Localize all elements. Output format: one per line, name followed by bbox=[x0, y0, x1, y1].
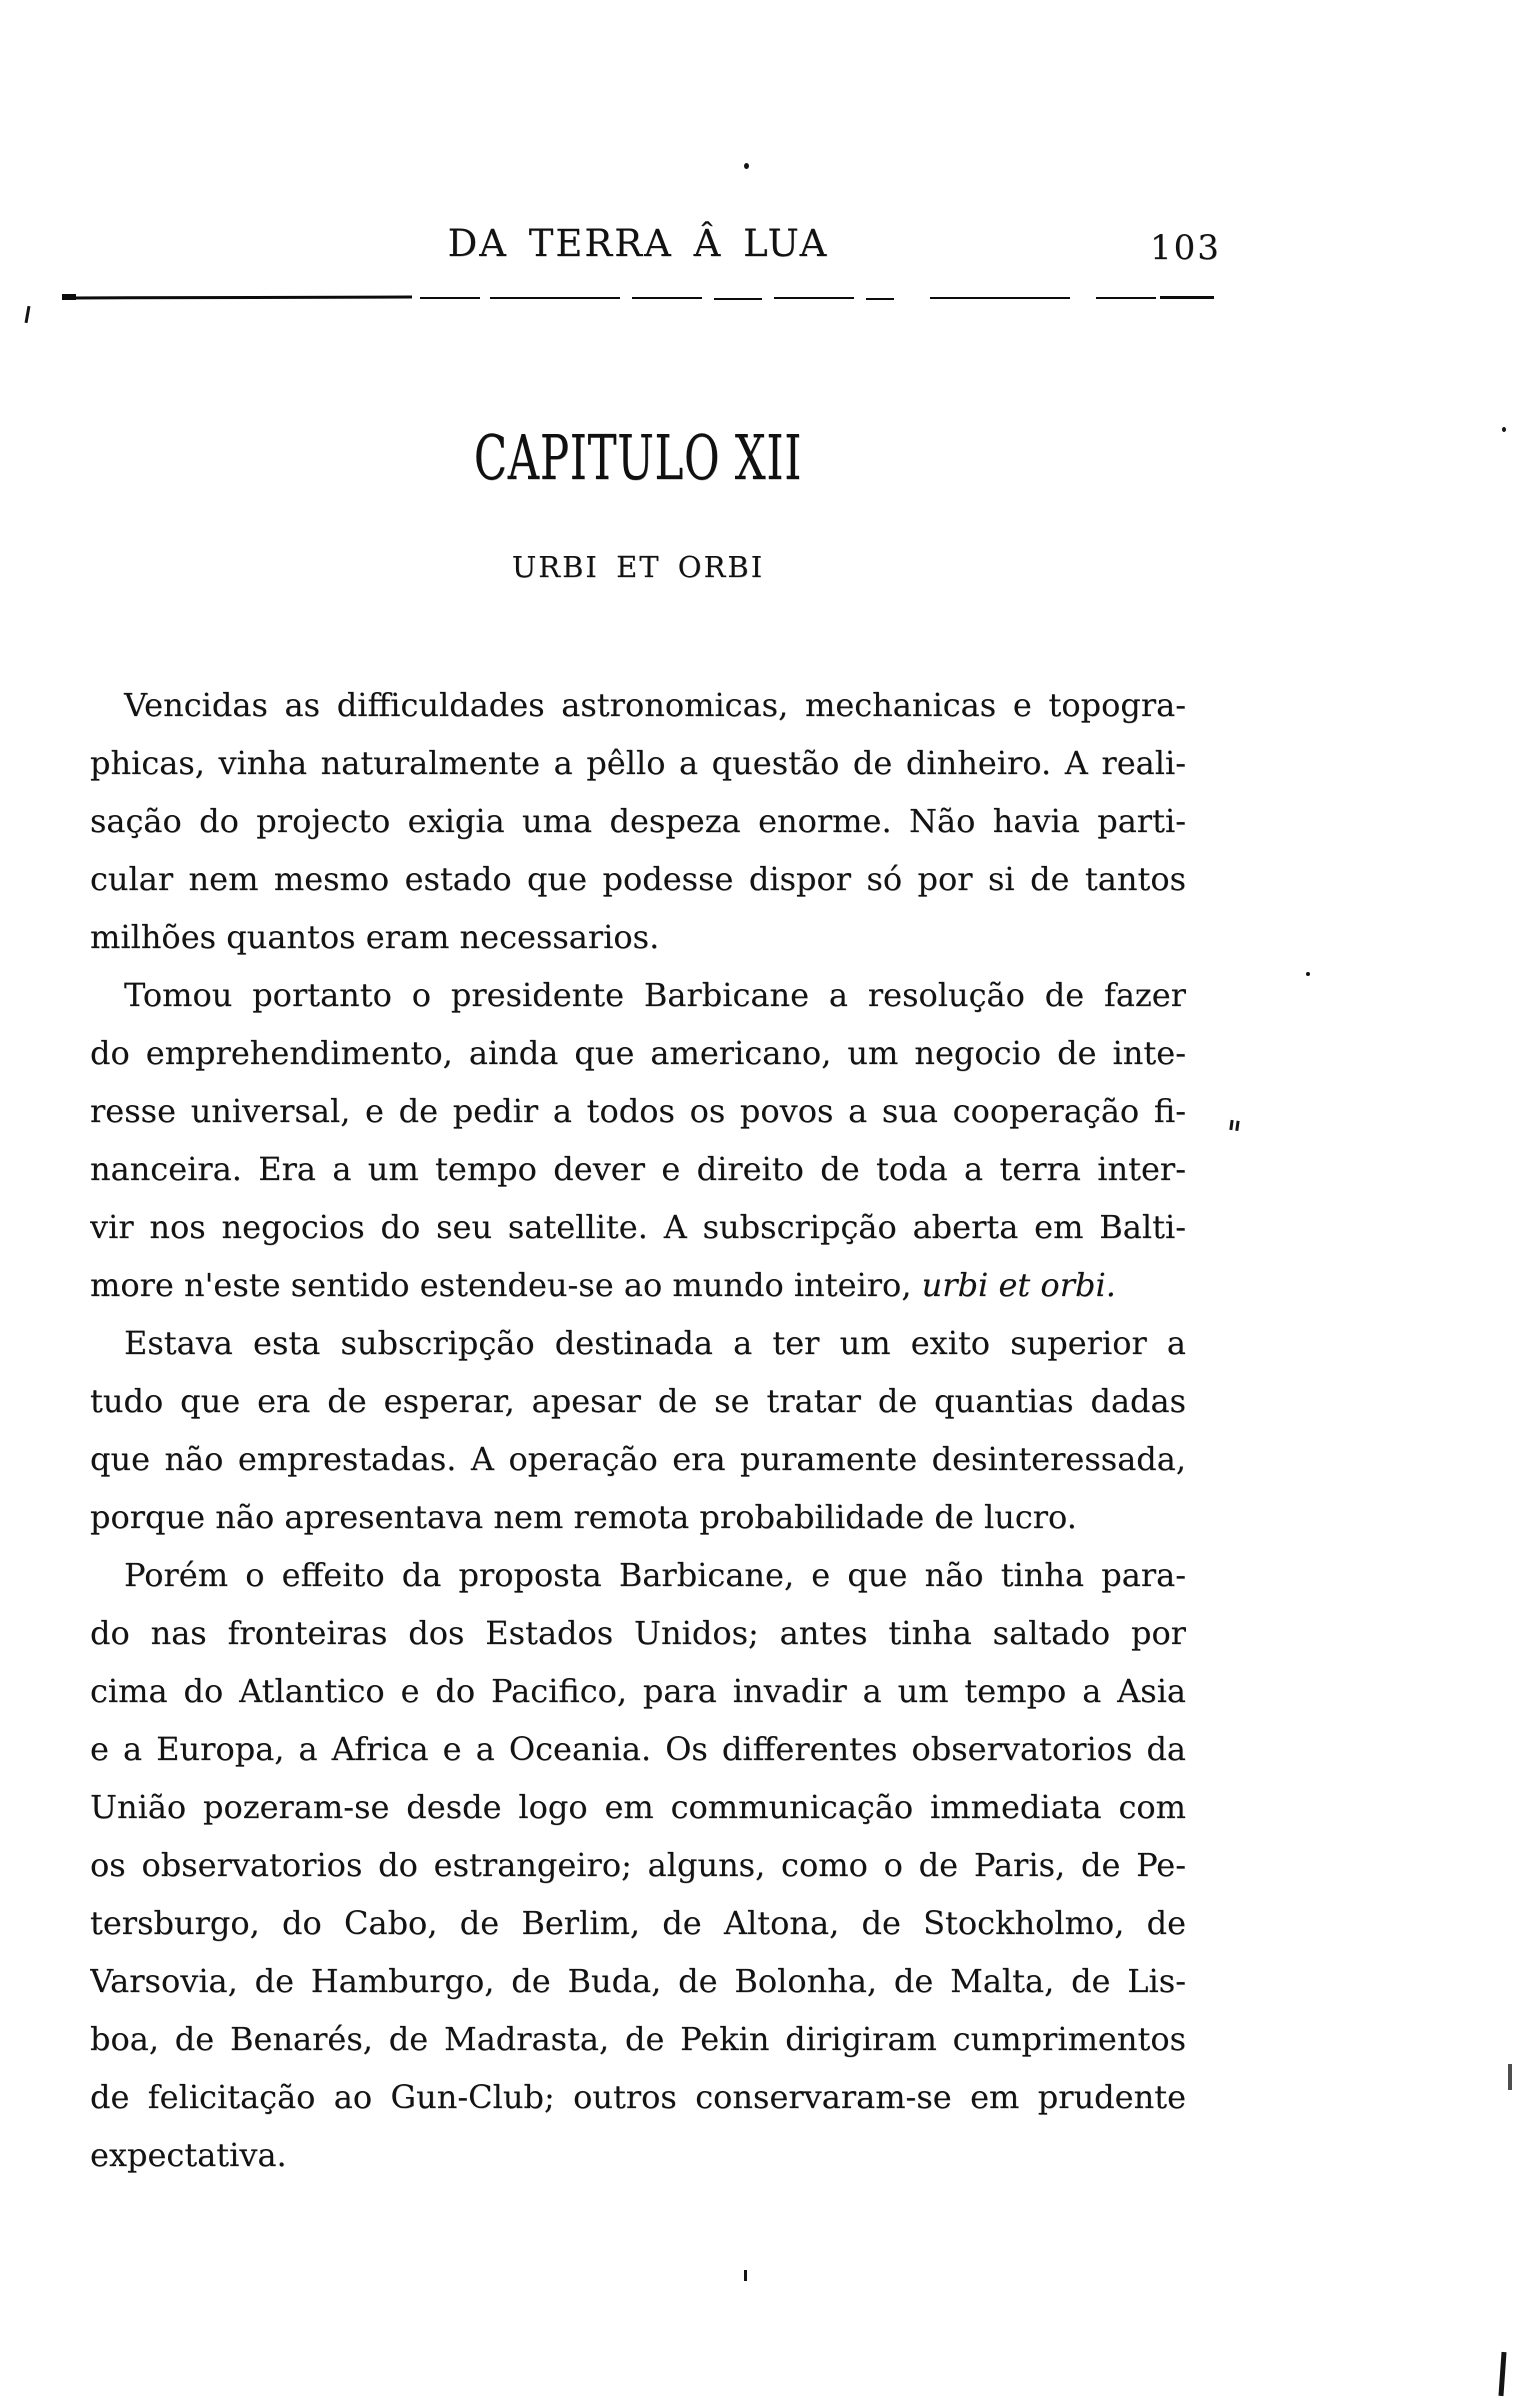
scan-speck-above-title bbox=[744, 163, 749, 169]
text-line: do nas fronteiras dos Estados Unidos; antes tinha saltado por bbox=[90, 1614, 1186, 1652]
text-line: expectativa. bbox=[90, 2136, 287, 2174]
text-line: Varsovia, de Hamburgo, de Buda, de Bolonha, de Malta, de Lis- bbox=[90, 1962, 1186, 2000]
text-line: nanceira. Era a um tempo dever e direito de toda a terra inter- bbox=[90, 1150, 1186, 1188]
running-head-title: DA TERRA Â LUA bbox=[447, 222, 829, 265]
text-line: vir nos negocios do seu satellite. A subscripção aberta em Balti- bbox=[90, 1208, 1186, 1246]
chapter-subtitle: URBI ET ORBI bbox=[511, 550, 765, 584]
text-line: que não emprestadas. A operação era puramente desinteressada, bbox=[90, 1440, 1186, 1478]
text-line: tudo que era de esperar, apesar de se tratar de quantias dadas bbox=[90, 1382, 1186, 1420]
chapter-heading: CAPITULO XII bbox=[473, 421, 803, 494]
text-line: do emprehendimento, ainda que americano, um negocio de inte- bbox=[90, 1034, 1186, 1072]
text-line: os observatorios do estrangeiro; alguns, como o de Paris, de Pe- bbox=[90, 1846, 1186, 1884]
text-line: resse universal, e de pedir a todos os povos a sua cooperação fi- bbox=[90, 1092, 1186, 1130]
scan-speck-right-margin-mid bbox=[1306, 972, 1310, 976]
text-line: Tomou portanto o presidente Barbicane a resolução de fazer bbox=[124, 976, 1186, 1014]
text-line: de felicitação ao Gun-Club; outros conservaram-se em prudente bbox=[90, 2078, 1186, 2116]
text-line: Vencidas as difficuldades astronomicas, mechanicas e topogra- bbox=[124, 686, 1186, 724]
header-rule bbox=[62, 294, 1214, 303]
scan-quote-speck bbox=[1229, 1120, 1233, 1130]
text-line: Estava esta subscripção destinada a ter um exito superior a bbox=[124, 1324, 1186, 1362]
scan-tick-bottom-center bbox=[744, 2270, 747, 2281]
text-line: União pozeram-se desde logo em communicação immediata com bbox=[90, 1788, 1186, 1826]
scan-tick-left-margin bbox=[25, 306, 31, 323]
text-line: milhões quantos eram necessarios. bbox=[90, 918, 660, 956]
text-line: cima do Atlantico e do Pacifico, para invadir a um tempo a Asia bbox=[90, 1672, 1186, 1710]
page-body bbox=[90, 676, 1186, 2184]
scan-stroke-right-edge bbox=[1508, 2064, 1512, 2090]
text-line: sação do projecto exigia uma despeza enorme. Não havia parti- bbox=[90, 802, 1186, 840]
latin-phrase-italic: urbi et orbi. bbox=[921, 1266, 1116, 1304]
page-number: 103 bbox=[1150, 228, 1221, 268]
scan-stroke-bottom-right bbox=[1498, 2352, 1506, 2396]
text-line: e a Europa, a Africa e a Oceania. Os differentes observatorios da bbox=[90, 1730, 1186, 1768]
text-line: tersburgo, do Cabo, de Berlim, de Altona, de Stockholmo, de bbox=[90, 1904, 1186, 1942]
text-line: porque não apresentava nem remota probabilidade de lucro. bbox=[90, 1498, 1077, 1536]
scan-speck-right-margin-top bbox=[1502, 427, 1506, 432]
text-line: boa, de Benarés, de Madrasta, de Pekin dirigiram cumprimentos bbox=[90, 2020, 1186, 2058]
text-line: cular nem mesmo estado que podesse dispor só por si de tantos bbox=[90, 860, 1186, 898]
text-line: Porém o effeito da proposta Barbicane, e que não tinha para- bbox=[124, 1556, 1186, 1594]
text-line bbox=[90, 1256, 1186, 1314]
text-line: phicas, vinha naturalmente a pêllo a questão de dinheiro. A reali- bbox=[90, 744, 1186, 782]
text-segment: more n'este sentido estendeu-se ao mundo inteiro, bbox=[90, 1266, 922, 1304]
